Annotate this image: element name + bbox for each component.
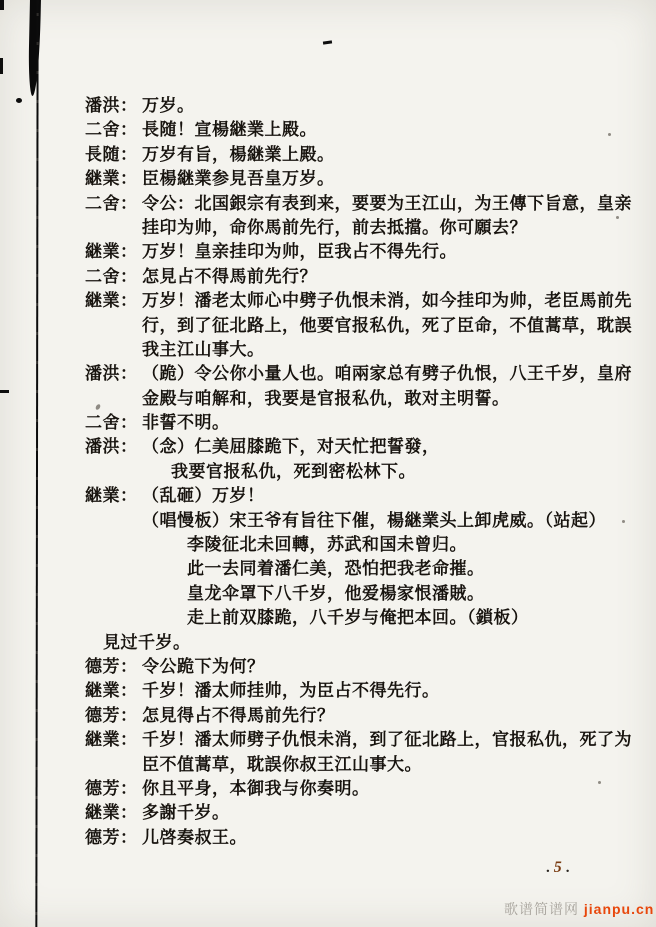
script-line [85, 484, 641, 508]
dialogue-text: 万岁！潘老太师心中劈子仇恨未消，如今挂印为帅，老臣馬前先 [142, 291, 632, 311]
speaker-label: 継業： [85, 291, 138, 311]
speaker-label: 継業： [85, 486, 138, 506]
dialogue-text: 臣不值蒿草，耽誤你叔王江山事大。 [142, 754, 422, 774]
watermark-site-name: 歌谱简谱网 [504, 901, 579, 917]
dialogue-text: 儿啓奏叔王。 [142, 827, 247, 847]
verse-text: 李陵征北未回轉，苏武和国未曾归。 [187, 535, 467, 555]
script-line [85, 655, 641, 679]
script-line [85, 826, 641, 850]
script-line [85, 289, 641, 313]
page-number [546, 859, 606, 877]
dialogue-text: （乱砸）万岁！ [142, 486, 265, 506]
script-line [85, 435, 641, 459]
site-watermark [504, 899, 654, 919]
dialogue-text: 万岁！皇亲挂印为帅，臣我占不得先行。 [142, 242, 457, 262]
script-line [85, 192, 641, 216]
dialogue-text: 見过千岁。 [103, 632, 191, 652]
script-line [85, 118, 641, 142]
speaker-label: 德芳： [85, 656, 138, 676]
dialogue-text: 怎見得占不得馬前先行？ [142, 705, 335, 725]
dialogue-text: 臣楊継業参見吾皇万岁。 [142, 169, 335, 189]
binding-line-artifact [35, 0, 38, 927]
dialogue-text: 多謝千岁。 [142, 803, 230, 823]
speaker-label: 德芳： [85, 778, 138, 798]
script-line [85, 265, 641, 289]
binding-shadow-artifact [28, 0, 41, 96]
dialogue-text: 令公跪下为何？ [142, 656, 265, 676]
dialogue-text: 千岁！潘太师挂帅，为臣占不得先行。 [142, 681, 440, 701]
dialogue-text: （念）仁美屈膝跪下，对天忙把誓發， [142, 437, 440, 457]
edge-mark-artifact [0, 0, 4, 10]
speaker-label: 継業： [85, 803, 138, 823]
page-number-dot: . [546, 859, 554, 876]
edge-mark-artifact [0, 58, 3, 74]
speaker-label: 継業： [85, 169, 138, 189]
script-text-block [85, 94, 641, 850]
script-line [85, 362, 641, 386]
edge-mark-artifact [0, 390, 9, 393]
verse-text: 皇龙伞罩下八千岁，他爱楊家恨潘賊。 [187, 583, 485, 603]
dialogue-text: 令公：北国銀宗有表到来，要要为王江山，为王傳下旨意，皇亲 [142, 193, 632, 213]
dialogue-text: 長随！宣楊継業上殿。 [142, 120, 317, 140]
speaker-label: 德芳： [85, 827, 138, 847]
page-number-digit: 5 [553, 859, 566, 876]
page-number-dot: . [565, 859, 574, 876]
verse-line [85, 533, 641, 557]
dialogue-text: 行，到了征北路上，他要官报私仇，死了臣命，不值蒿草，耽誤 [142, 315, 632, 335]
script-line [85, 777, 641, 801]
verse-line [85, 606, 641, 630]
verse-text: 走上前双膝跪，八千岁与俺把本回。（鎖板） [187, 608, 529, 628]
script-line-continuation [85, 216, 641, 240]
script-line-continuation [85, 338, 641, 362]
script-line-continuation [85, 314, 641, 338]
dialogue-text: （跪）令公你小量人也。咱兩家总有劈子仇恨，八王千岁，皇府 [142, 364, 632, 384]
speaker-label: 德芳： [85, 705, 138, 725]
dialogue-text: 非誓不明。 [142, 413, 230, 433]
aria-text: （唱慢板）宋王爷有旨往下催，楊継業头上卸虎威。（站起） [142, 510, 606, 530]
speaker-label: 潘洪： [85, 96, 138, 115]
verse-text: 我要官报私仇，死到密松林下。 [171, 461, 416, 481]
script-line-continuation [85, 753, 641, 777]
dialogue-text: 我主江山事大。 [142, 339, 265, 359]
speaker-label: 二舍： [85, 266, 138, 286]
speaker-label: 潘洪： [85, 437, 138, 457]
dialogue-text: 你且平身，本御我与你奏明。 [142, 778, 370, 798]
script-line-continuation [85, 631, 641, 655]
script-line [85, 411, 641, 435]
script-line [85, 801, 641, 825]
verse-line [85, 557, 641, 581]
script-line [85, 167, 641, 191]
script-line [85, 94, 641, 118]
script-line [85, 240, 641, 264]
aria-line [85, 509, 641, 533]
dialogue-text: 金殿与咱解和，我要是官报私仇，敢对主明誓。 [142, 388, 510, 408]
verse-text: 此一去同着潘仁美，恐怕把我老命摧。 [187, 559, 485, 579]
script-line [85, 704, 641, 728]
top-dash-artifact [323, 40, 332, 44]
verse-line [85, 460, 641, 484]
dialogue-text: 千岁！潘太师劈子仇恨未消，到了征北路上，官报私仇，死了为 [142, 730, 632, 750]
script-line [85, 679, 641, 703]
script-line [85, 728, 641, 752]
dialogue-text: 怎見占不得馬前先行？ [142, 266, 317, 286]
dialogue-text: 挂印为帅，命你馬前先行，前去抵擋。你可願去？ [142, 217, 527, 237]
watermark-site-url: jianpu.cn [583, 901, 655, 917]
dialogue-text: 万岁。 [142, 96, 195, 115]
speaker-label: 二舍： [85, 120, 138, 140]
speaker-label: 継業： [85, 242, 138, 262]
speaker-label: 長随： [85, 144, 138, 164]
speaker-label: 潘洪： [85, 364, 138, 384]
script-line-continuation [85, 387, 641, 411]
edge-mark-artifact [16, 98, 22, 103]
speaker-label: 継業： [85, 681, 138, 701]
script-line [85, 143, 641, 167]
speaker-label: 二舍： [85, 193, 138, 213]
speaker-label: 二舍： [85, 413, 138, 433]
dialogue-text: 万岁有旨，楊継業上殿。 [142, 144, 335, 164]
speaker-label: 継業： [85, 730, 138, 750]
verse-line [85, 582, 641, 606]
